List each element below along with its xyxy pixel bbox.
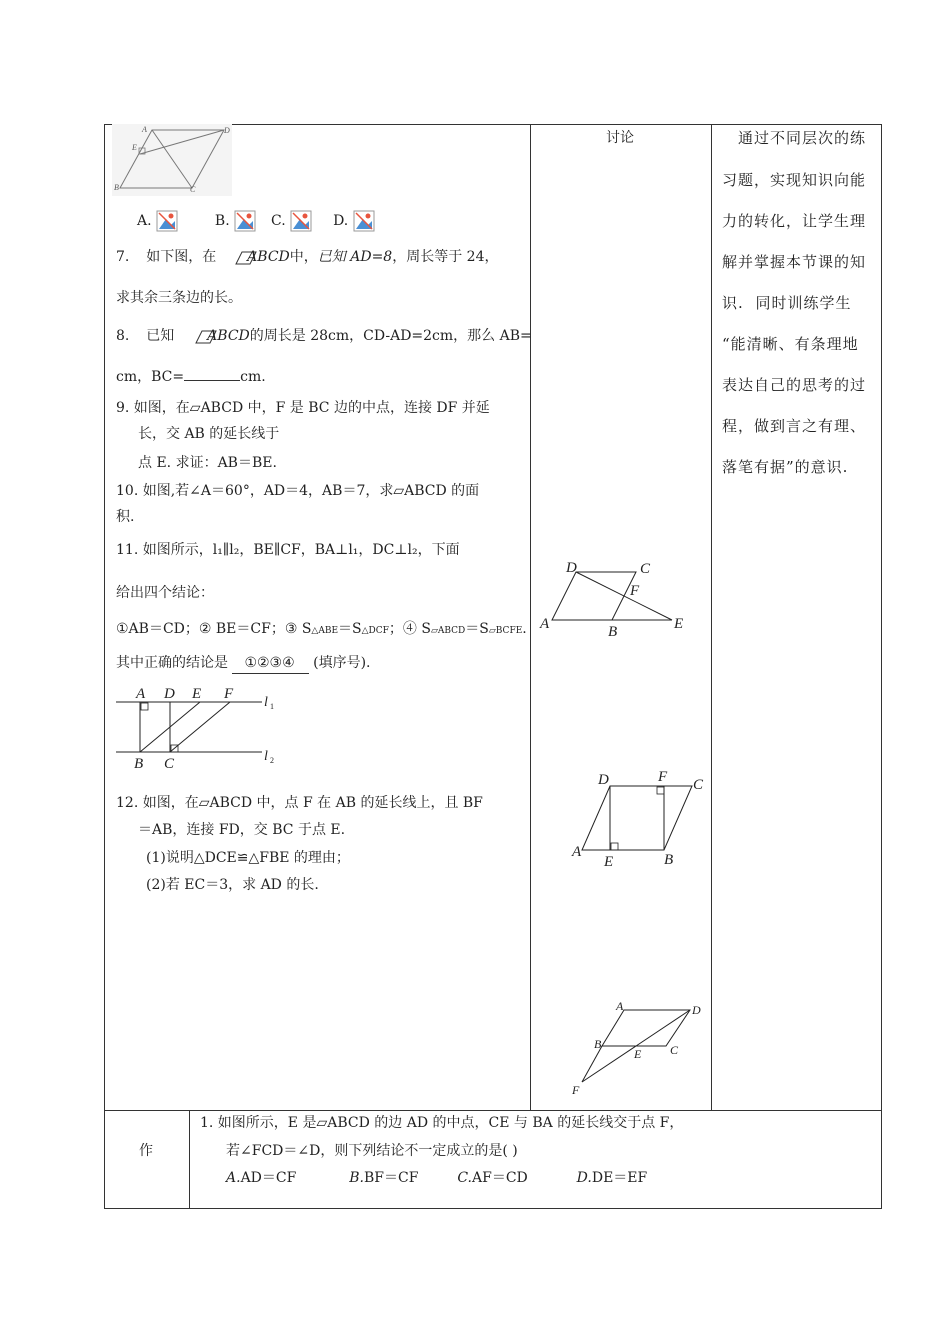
q11-label-a: A bbox=[136, 686, 146, 702]
fig12-label-c: C bbox=[670, 1043, 679, 1057]
q6-label-c: C bbox=[190, 185, 196, 194]
fig10-label-b: B bbox=[664, 852, 674, 868]
design-intent-line-7: 表达自己的思考的过 bbox=[722, 376, 867, 394]
design-intent-line-6: “能清晰、有条理地 bbox=[722, 335, 859, 353]
q7-line2: 求其余三条边的长。 bbox=[116, 290, 242, 306]
q8-blank[interactable] bbox=[184, 380, 240, 381]
q6-label-a: A bbox=[142, 125, 147, 134]
fig9-label-c: C bbox=[640, 561, 651, 577]
q9-line3: 点 E. 求证：AB＝BE. bbox=[138, 455, 277, 471]
q6-label-e: E bbox=[132, 143, 137, 152]
q8-line1: 8. 已知 ABCD的周长是 28cm，CD-AD=2cm，那么 AB= bbox=[116, 328, 532, 344]
homework-q1-line2: 若∠FCD＝∠D，则下列结论不一定成立的是( ) bbox=[226, 1143, 518, 1159]
fig10-label-a: A bbox=[572, 844, 582, 860]
column-divider-1 bbox=[530, 124, 531, 1110]
fig12-label-b: B bbox=[594, 1037, 602, 1051]
option-a-text: AD＝CF bbox=[240, 1170, 297, 1186]
fig9-label-d: D bbox=[566, 560, 577, 576]
fig12-label-a: A bbox=[616, 999, 624, 1013]
q11-label-f: F bbox=[224, 686, 234, 702]
q6-label-d: D bbox=[224, 126, 230, 135]
table-left-border bbox=[104, 124, 105, 1209]
q9-parallelogram-figure bbox=[536, 556, 696, 642]
q11-label-e: E bbox=[192, 686, 202, 702]
q6-option-c: C. bbox=[271, 213, 286, 229]
table-row-divider bbox=[104, 1110, 882, 1111]
q9-line2: 长，交 AB 的延长线于 bbox=[138, 426, 280, 442]
fig12-label-d: D bbox=[692, 1003, 701, 1017]
q11-label-d: D bbox=[164, 686, 175, 702]
q12-line3: (1)说明△DCE≌△FBE 的理由； bbox=[146, 850, 350, 866]
homework-q1-options: A.AD＝CF B.BF＝CF C.AF＝CD D.DE＝EF bbox=[226, 1170, 648, 1186]
q7-line1: 7. 如下图，在 ABCD中，已知 AD=8，周长等于 24， bbox=[116, 249, 499, 265]
design-intent-line-9: 落笔有据”的意识. bbox=[722, 458, 849, 476]
q6-label-b: B bbox=[114, 183, 119, 192]
homework-q1-line1: 1. 如图所示，E 是▱ABCD 的边 AD 的中点，CE 与 BA 的延长线交于点 F， bbox=[200, 1115, 684, 1131]
discussion-header: 讨论 bbox=[606, 130, 634, 146]
homework-label: 作 bbox=[139, 1143, 153, 1159]
q10-line2: 积. bbox=[116, 509, 135, 525]
broken-image-icon bbox=[156, 210, 178, 232]
table-right-border bbox=[881, 124, 882, 1209]
q11-label-c: C bbox=[164, 756, 175, 770]
fig10-label-d: D bbox=[598, 772, 609, 788]
design-intent-line-4: 解并掌握本节课的知 bbox=[722, 253, 867, 271]
design-intent-line-8: 程，做到言之有理、 bbox=[722, 417, 867, 435]
q11-answer: 其中正确的结论是 ①②③④ (填序号). bbox=[116, 653, 370, 674]
q8-line2: cm，BC= cm. bbox=[116, 369, 266, 385]
fig9-label-a: A bbox=[540, 616, 550, 632]
q6-option-d: D. bbox=[333, 213, 349, 229]
table-bottom-border bbox=[104, 1208, 882, 1209]
fig10-label-f: F bbox=[658, 769, 668, 785]
q11-label-b: B bbox=[134, 756, 144, 770]
q11-label-l2-sub: 2 bbox=[270, 756, 274, 765]
q11-answer-value: ①②③④ bbox=[244, 655, 295, 671]
option-c-text: AF＝CD bbox=[472, 1170, 528, 1186]
q11-label-l1-sub: 1 bbox=[270, 702, 274, 711]
q11-parallel-lines-figure bbox=[112, 684, 292, 770]
q11-line1: 11. 如图所示，l₁∥l₂，BE∥CF，BA⊥l₁，DC⊥l₂，下面 bbox=[116, 542, 460, 558]
fig12-label-e: E bbox=[634, 1047, 642, 1061]
q10-line1: 10. 如图,若∠A＝60°，AD＝4，AB＝7，求▱ABCD 的面 bbox=[116, 483, 480, 499]
design-intent-line-1: 通过不同层次的练 bbox=[738, 129, 867, 147]
q6-options bbox=[137, 210, 375, 232]
design-intent-line-2: 习题，实现知识向能 bbox=[722, 171, 867, 189]
q10-parallelogram-figure bbox=[568, 764, 718, 874]
q6-parallelogram-figure bbox=[112, 124, 232, 196]
broken-image-icon bbox=[290, 210, 312, 232]
q6-option-b: B. bbox=[214, 213, 230, 229]
broken-image-icon bbox=[234, 210, 256, 232]
fig10-label-c: C bbox=[693, 777, 704, 793]
q6-option-a: A. bbox=[137, 213, 152, 229]
option-b-text: BF＝CF bbox=[363, 1170, 419, 1186]
design-intent-line-3: 力的转化，让学生理 bbox=[722, 212, 867, 230]
fig9-label-e: E bbox=[674, 616, 684, 632]
q12-line1: 12. 如图，在▱ABCD 中，点 F 在 AB 的延长线上，且 BF bbox=[116, 795, 483, 811]
design-intent-line-5: 识. 同时训练学生 bbox=[722, 294, 852, 312]
q12-line2: ＝AB，连接 FD，交 BC 于点 E. bbox=[138, 822, 346, 838]
q9-line1: 9. 如图，在▱ABCD 中，F 是 BC 边的中点，连接 DF 并延 bbox=[116, 400, 490, 416]
q11-line2: 给出四个结论： bbox=[116, 585, 214, 601]
broken-image-icon bbox=[353, 210, 375, 232]
q11-conclusions: ①AB＝CD；② BE＝CF；③ S△ABE＝S△DCF；④ S▱ABCD＝S▱BCFE. bbox=[116, 621, 527, 637]
q12-parallelogram-figure bbox=[568, 996, 708, 1100]
q11-label-l1: l bbox=[264, 695, 268, 710]
q11-label-l2: l bbox=[264, 749, 268, 764]
fig9-label-f: F bbox=[630, 583, 640, 599]
column-divider-2 bbox=[711, 124, 712, 1110]
fig10-label-e: E bbox=[604, 854, 614, 870]
fig12-label-f: F bbox=[572, 1083, 580, 1097]
q12-line4: (2)若 EC＝3，求 AD 的长. bbox=[146, 877, 319, 893]
bottom-row-divider bbox=[189, 1110, 190, 1209]
option-d-text: DE＝EF bbox=[591, 1170, 648, 1186]
fig9-label-b: B bbox=[608, 624, 618, 640]
